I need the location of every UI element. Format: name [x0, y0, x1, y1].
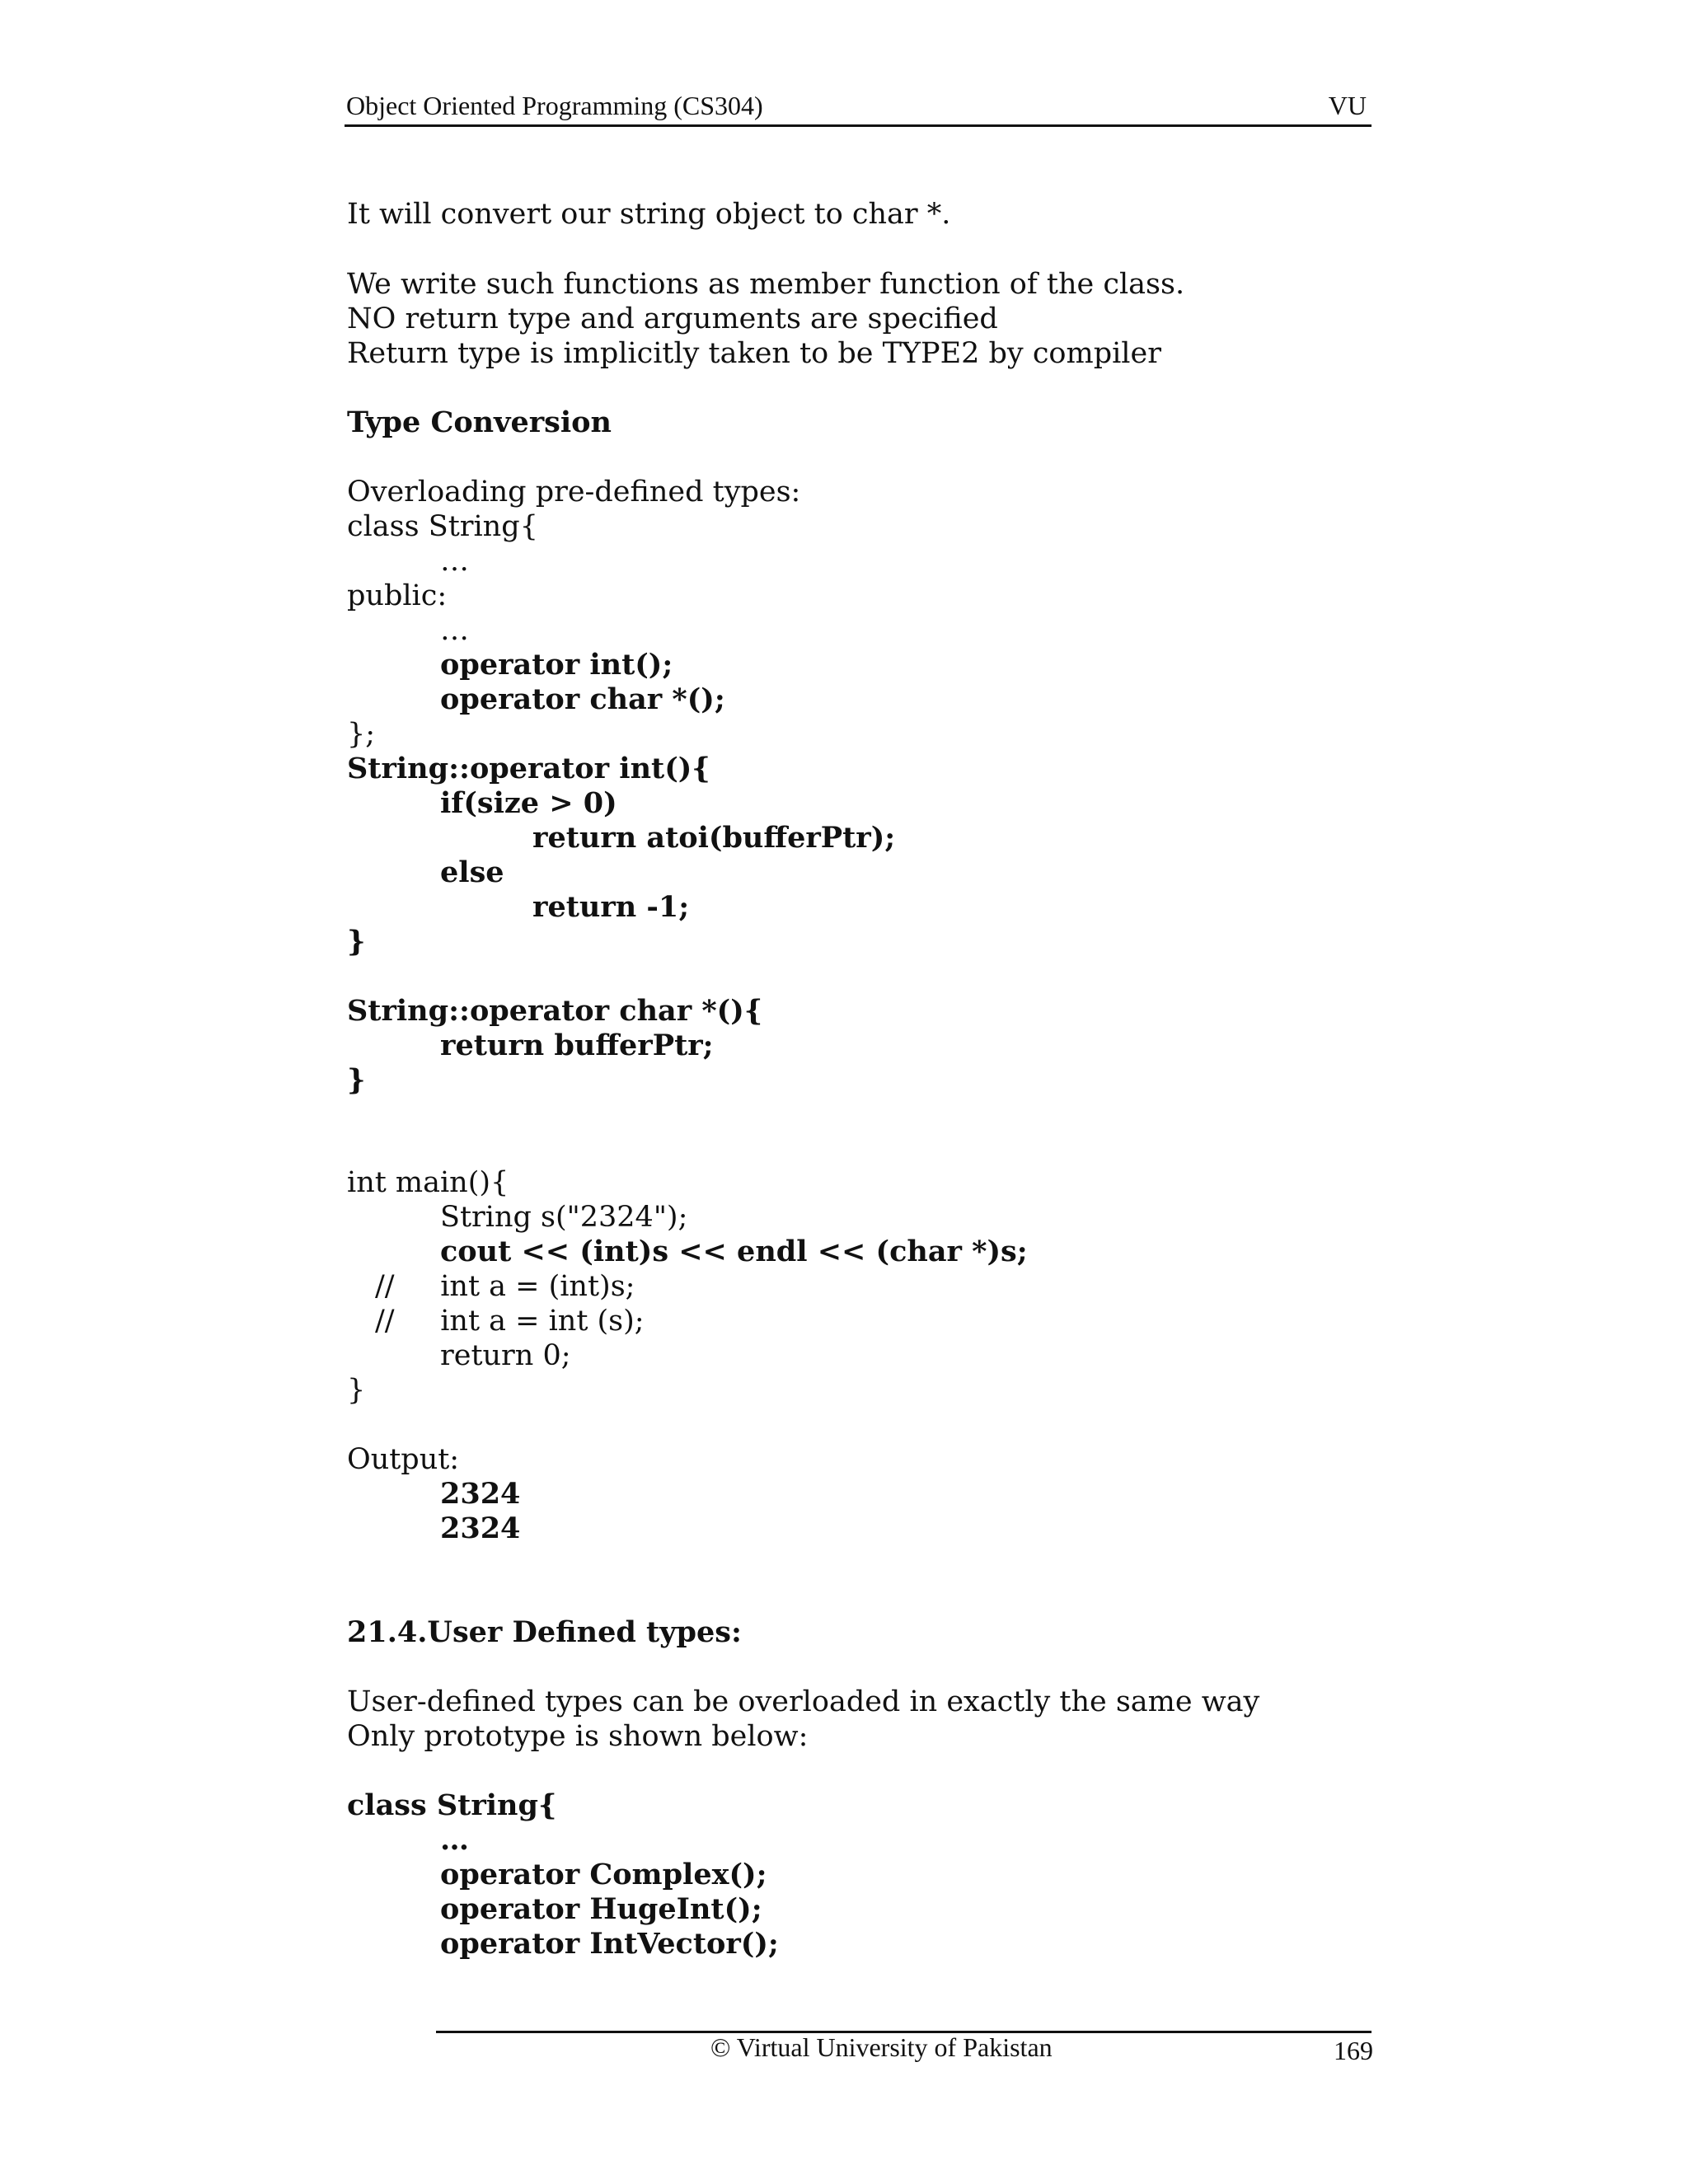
- footer-copyright: © Virtual University of Pakistan: [710, 2032, 1053, 2062]
- code-line: String::operator char *(){: [347, 994, 763, 1028]
- page-number: 169: [1334, 2036, 1373, 2065]
- code-comment-line: // int a = (int)s;: [375, 1270, 635, 1303]
- output-label: Output:: [347, 1443, 460, 1476]
- output-value: 2324: [440, 1511, 521, 1545]
- page-header: [346, 91, 1370, 127]
- code-line: …: [440, 545, 469, 578]
- code-line: if(size > 0): [440, 786, 617, 820]
- paragraph-no-return-type: NO return type and arguments are specified: [347, 302, 998, 335]
- course-title: Object Oriented Programming (CS304): [346, 91, 763, 120]
- code-line: };: [347, 718, 376, 751]
- code-line: …: [440, 614, 469, 647]
- code-line: }: [347, 1374, 366, 1407]
- code-line: }: [347, 1063, 366, 1097]
- header-vu: VU: [1328, 91, 1367, 120]
- code-line: int main(){: [347, 1166, 509, 1199]
- code-line: return -1;: [532, 890, 690, 924]
- code-line: operator char *();: [440, 682, 725, 716]
- code-line: operator int();: [440, 648, 673, 682]
- code-line: operator Complex();: [440, 1858, 767, 1891]
- paragraph-prototype: Only prototype is shown below:: [347, 1720, 809, 1753]
- paragraph-user-defined: User-defined types can be overloaded in exactly the same way: [347, 1685, 1260, 1718]
- code-line: class String{: [347, 510, 538, 543]
- overloading-intro: Overloading pre-defined types:: [347, 476, 801, 509]
- heading-user-defined-types: 21.4.User Defined types:: [347, 1615, 742, 1649]
- header-rule: [345, 124, 1372, 127]
- code-line: }: [347, 925, 366, 958]
- output-value: 2324: [440, 1477, 521, 1511]
- paragraph-implicit-return: Return type is implicitly taken to be TYPE2 by compiler: [347, 337, 1161, 370]
- code-line: else: [440, 855, 504, 889]
- code-comment-line: // int a = int (s);: [375, 1305, 645, 1338]
- paragraph-convert: It will convert our string object to char *.: [347, 198, 951, 231]
- code-line: String s("2324");: [440, 1201, 688, 1234]
- code-line: …: [440, 1823, 469, 1857]
- paragraph-member-function: We write such functions as member function of the class.: [347, 268, 1185, 301]
- code-line: return atoi(bufferPtr);: [532, 821, 896, 855]
- code-line: operator IntVector();: [440, 1927, 779, 1961]
- code-line: public:: [347, 579, 448, 612]
- code-line: cout << (int)s << endl << (char *)s;: [440, 1235, 1028, 1268]
- code-line: return bufferPtr;: [440, 1029, 714, 1062]
- code-line: return 0;: [440, 1339, 571, 1372]
- page-footer: [0, 2032, 1688, 2072]
- code-line: operator HugeInt();: [440, 1892, 762, 1926]
- code-line: class String{: [347, 1788, 557, 1822]
- code-line: String::operator int(){: [347, 752, 710, 785]
- heading-type-conversion: Type Conversion: [347, 405, 612, 439]
